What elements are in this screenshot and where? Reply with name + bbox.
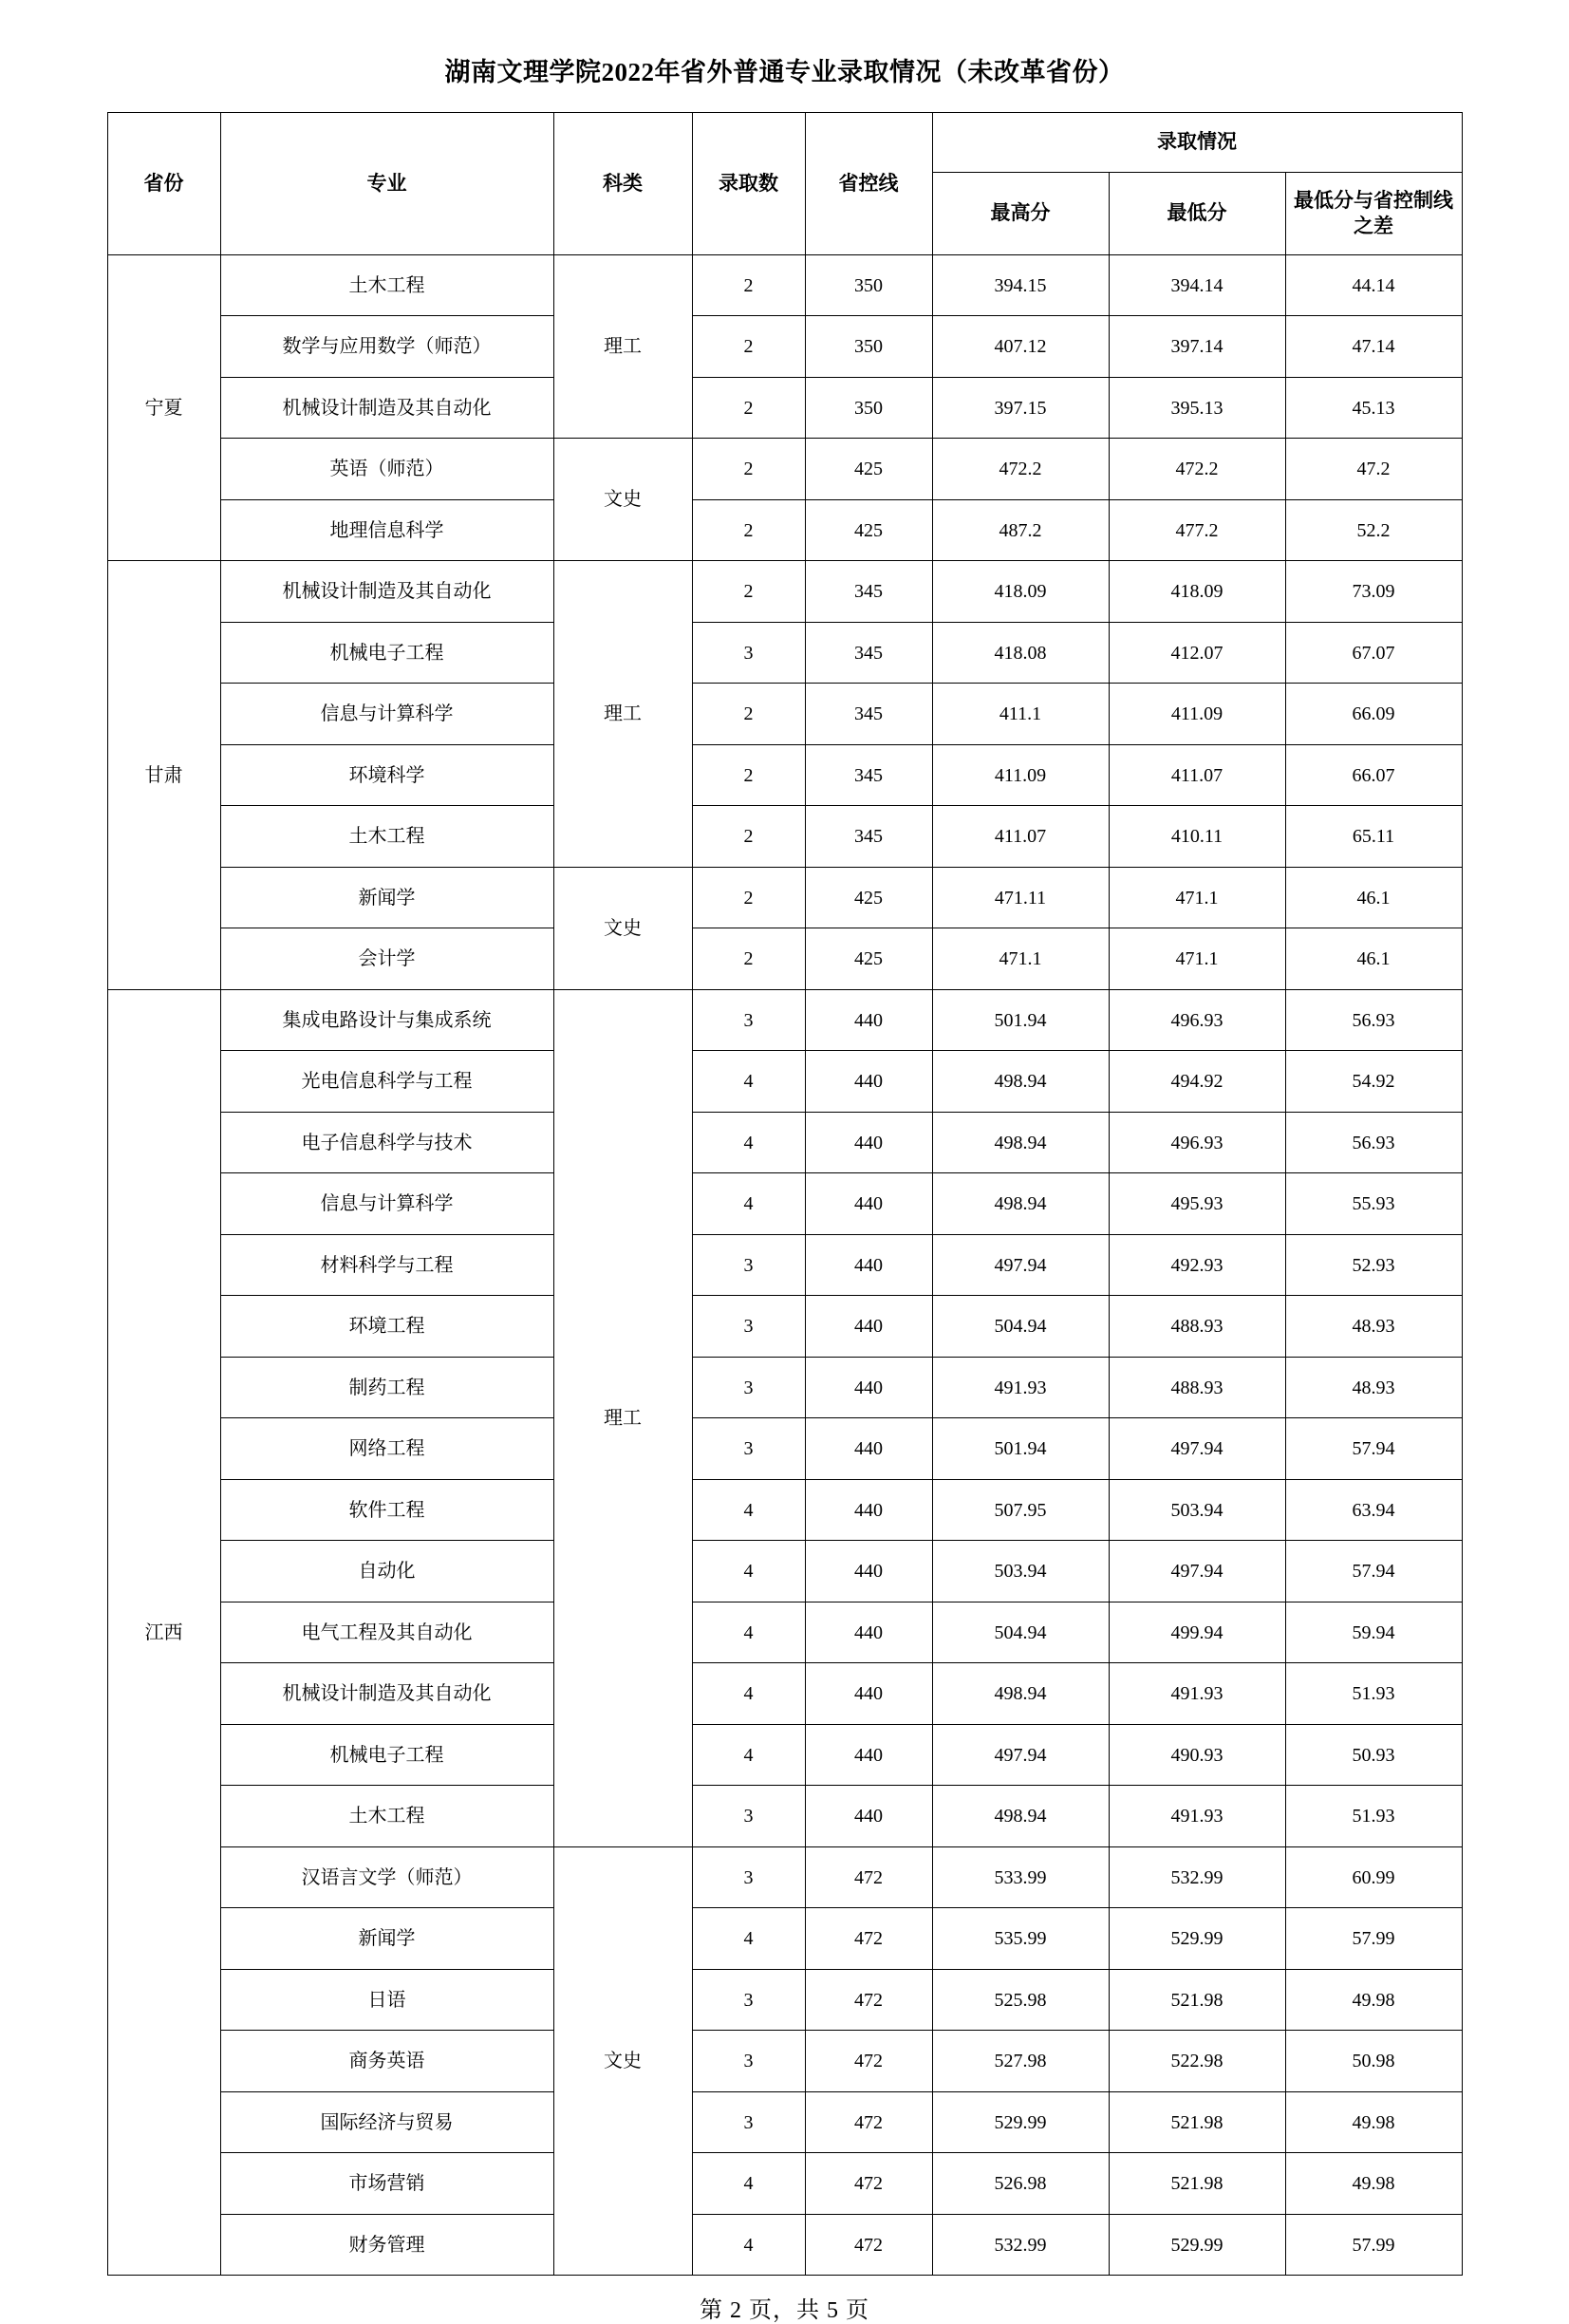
table-row	[107, 2091, 1462, 2153]
cell-min-score: 491.93	[1109, 1663, 1285, 1725]
cell-major: 汉语言文学（师范）	[220, 1846, 553, 1908]
table-row	[107, 1541, 1462, 1602]
table-row	[107, 684, 1462, 745]
cell-major: 材料科学与工程	[220, 1234, 553, 1296]
cell-admitted-count: 4	[692, 1112, 805, 1173]
cell-admitted-count: 3	[692, 2031, 805, 2092]
cell-score-diff: 47.14	[1285, 316, 1462, 378]
cell-min-score: 490.93	[1109, 1724, 1285, 1786]
cell-max-score: 471.11	[932, 867, 1109, 928]
cell-province-control-line: 440	[805, 1663, 932, 1725]
cell-min-score: 412.07	[1109, 622, 1285, 684]
cell-max-score: 529.99	[932, 2091, 1109, 2153]
cell-admitted-count: 2	[692, 867, 805, 928]
cell-max-score: 527.98	[932, 2031, 1109, 2092]
table-row	[107, 989, 1462, 1051]
table-row	[107, 1112, 1462, 1173]
col-header-score-diff: 最低分与省控制线之差	[1285, 172, 1462, 254]
cell-admitted-count: 2	[692, 684, 805, 745]
cell-major: 网络工程	[220, 1418, 553, 1480]
cell-category: 文史	[553, 1846, 692, 2276]
admission-results-table	[107, 112, 1463, 2277]
cell-major: 电气工程及其自动化	[220, 1602, 553, 1663]
cell-min-score: 497.94	[1109, 1418, 1285, 1480]
cell-score-diff: 67.07	[1285, 622, 1462, 684]
cell-admitted-count: 4	[692, 1663, 805, 1725]
cell-score-diff: 50.98	[1285, 2031, 1462, 2092]
cell-score-diff: 56.93	[1285, 1112, 1462, 1173]
cell-major: 会计学	[220, 928, 553, 990]
cell-major: 数学与应用数学（师范）	[220, 316, 553, 378]
cell-min-score: 411.09	[1109, 684, 1285, 745]
cell-admitted-count: 3	[692, 1786, 805, 1847]
table-row	[107, 316, 1462, 378]
cell-major: 新闻学	[220, 1908, 553, 1970]
cell-province-control-line: 440	[805, 1418, 932, 1480]
cell-max-score: 411.09	[932, 744, 1109, 806]
cell-min-score: 394.14	[1109, 254, 1285, 316]
col-header-min-score: 最低分	[1109, 172, 1285, 254]
table-row	[107, 2153, 1462, 2215]
cell-max-score: 503.94	[932, 1541, 1109, 1602]
cell-score-diff: 63.94	[1285, 1479, 1462, 1541]
cell-admitted-count: 3	[692, 2091, 805, 2153]
cell-max-score: 498.94	[932, 1112, 1109, 1173]
cell-max-score: 498.94	[932, 1173, 1109, 1235]
cell-score-diff: 44.14	[1285, 254, 1462, 316]
table-row	[107, 1357, 1462, 1418]
cell-max-score: 472.2	[932, 439, 1109, 500]
cell-max-score: 487.2	[932, 499, 1109, 561]
cell-admitted-count: 2	[692, 928, 805, 990]
cell-min-score: 529.99	[1109, 2214, 1285, 2276]
cell-score-diff: 60.99	[1285, 1846, 1462, 1908]
cell-province-control-line: 425	[805, 928, 932, 990]
cell-admitted-count: 4	[692, 1051, 805, 1113]
cell-province-control-line: 345	[805, 622, 932, 684]
cell-major: 信息与计算科学	[220, 684, 553, 745]
cell-max-score: 532.99	[932, 2214, 1109, 2276]
cell-max-score: 498.94	[932, 1051, 1109, 1113]
table-row	[107, 1479, 1462, 1541]
table-row	[107, 622, 1462, 684]
cell-score-diff: 46.1	[1285, 867, 1462, 928]
table-row	[107, 1296, 1462, 1358]
cell-major: 机械设计制造及其自动化	[220, 1663, 553, 1725]
cell-admitted-count: 4	[692, 2214, 805, 2276]
cell-score-diff: 56.93	[1285, 989, 1462, 1051]
cell-major: 光电信息科学与工程	[220, 1051, 553, 1113]
table-row	[107, 2214, 1462, 2276]
col-header-category: 科类	[553, 112, 692, 254]
table-header	[107, 112, 1462, 254]
cell-province-control-line: 350	[805, 254, 932, 316]
col-header-admission-group: 录取情况	[932, 112, 1462, 172]
table-row	[107, 928, 1462, 990]
cell-score-diff: 66.09	[1285, 684, 1462, 745]
cell-score-diff: 73.09	[1285, 561, 1462, 623]
cell-province-control-line: 440	[805, 1479, 932, 1541]
cell-max-score: 501.94	[932, 989, 1109, 1051]
cell-admitted-count: 2	[692, 377, 805, 439]
table-row	[107, 1724, 1462, 1786]
table-row	[107, 1663, 1462, 1725]
cell-max-score: 504.94	[932, 1296, 1109, 1358]
cell-min-score: 411.07	[1109, 744, 1285, 806]
cell-score-diff: 57.99	[1285, 2214, 1462, 2276]
cell-min-score: 477.2	[1109, 499, 1285, 561]
cell-min-score: 397.14	[1109, 316, 1285, 378]
cell-score-diff: 48.93	[1285, 1296, 1462, 1358]
cell-min-score: 395.13	[1109, 377, 1285, 439]
cell-admitted-count: 3	[692, 989, 805, 1051]
cell-admitted-count: 3	[692, 1357, 805, 1418]
cell-major: 机械电子工程	[220, 622, 553, 684]
cell-province-control-line: 345	[805, 561, 932, 623]
cell-score-diff: 49.98	[1285, 2091, 1462, 2153]
table-row	[107, 377, 1462, 439]
cell-province-control-line: 472	[805, 1846, 932, 1908]
col-header-major: 专业	[220, 112, 553, 254]
table-row	[107, 1846, 1462, 1908]
cell-province-control-line: 425	[805, 867, 932, 928]
cell-score-diff: 49.98	[1285, 2153, 1462, 2215]
cell-major: 环境工程	[220, 1296, 553, 1358]
cell-admitted-count: 2	[692, 561, 805, 623]
table-row	[107, 1051, 1462, 1113]
cell-admitted-count: 4	[692, 1908, 805, 1970]
cell-category: 文史	[553, 867, 692, 989]
cell-admitted-count: 4	[692, 1479, 805, 1541]
cell-major: 土木工程	[220, 806, 553, 868]
cell-max-score: 526.98	[932, 2153, 1109, 2215]
table-row	[107, 1602, 1462, 1663]
cell-score-diff: 65.11	[1285, 806, 1462, 868]
table-row	[107, 744, 1462, 806]
cell-admitted-count: 3	[692, 1296, 805, 1358]
cell-category: 理工	[553, 254, 692, 439]
cell-category: 理工	[553, 989, 692, 1846]
cell-score-diff: 55.93	[1285, 1173, 1462, 1235]
cell-min-score: 495.93	[1109, 1173, 1285, 1235]
page-footer: 第 2 页，共 5 页	[700, 2298, 869, 2324]
cell-score-diff: 50.93	[1285, 1724, 1462, 1786]
cell-major: 市场营销	[220, 2153, 553, 2215]
cell-admitted-count: 3	[692, 1234, 805, 1296]
cell-max-score: 497.94	[932, 1724, 1109, 1786]
cell-max-score: 397.15	[932, 377, 1109, 439]
cell-min-score: 472.2	[1109, 439, 1285, 500]
cell-admitted-count: 3	[692, 1969, 805, 2031]
cell-major: 机械设计制造及其自动化	[220, 377, 553, 439]
cell-major: 机械设计制造及其自动化	[220, 561, 553, 623]
table-row	[107, 499, 1462, 561]
cell-max-score: 533.99	[932, 1846, 1109, 1908]
cell-min-score: 494.92	[1109, 1051, 1285, 1113]
cell-province-control-line: 345	[805, 744, 932, 806]
cell-major: 日语	[220, 1969, 553, 2031]
cell-max-score: 498.94	[932, 1663, 1109, 1725]
cell-score-diff: 57.94	[1285, 1418, 1462, 1480]
cell-min-score: 491.93	[1109, 1786, 1285, 1847]
cell-admitted-count: 3	[692, 622, 805, 684]
cell-max-score: 498.94	[932, 1786, 1109, 1847]
cell-score-diff: 47.2	[1285, 439, 1462, 500]
table-row	[107, 1418, 1462, 1480]
cell-major: 自动化	[220, 1541, 553, 1602]
cell-max-score: 501.94	[932, 1418, 1109, 1480]
cell-score-diff: 52.93	[1285, 1234, 1462, 1296]
cell-province-control-line: 440	[805, 1173, 932, 1235]
cell-score-diff: 51.93	[1285, 1786, 1462, 1847]
page-title: 湖南文理学院2022年省外普通专业录取情况（未改革省份）	[444, 58, 1125, 86]
cell-max-score: 504.94	[932, 1602, 1109, 1663]
table-row	[107, 254, 1462, 316]
cell-major: 财务管理	[220, 2214, 553, 2276]
cell-min-score: 521.98	[1109, 2091, 1285, 2153]
cell-min-score: 488.93	[1109, 1296, 1285, 1358]
cell-province-control-line: 440	[805, 1357, 932, 1418]
cell-admitted-count: 2	[692, 499, 805, 561]
cell-max-score: 418.08	[932, 622, 1109, 684]
table-row	[107, 439, 1462, 500]
table-row	[107, 1969, 1462, 2031]
cell-province-control-line: 350	[805, 316, 932, 378]
cell-major: 地理信息科学	[220, 499, 553, 561]
cell-max-score: 411.07	[932, 806, 1109, 868]
table-row	[107, 2031, 1462, 2092]
cell-score-diff: 46.1	[1285, 928, 1462, 990]
cell-major: 商务英语	[220, 2031, 553, 2092]
cell-min-score: 521.98	[1109, 1969, 1285, 2031]
cell-province-control-line: 472	[805, 2091, 932, 2153]
col-header-province-control-line: 省控线	[805, 112, 932, 254]
cell-score-diff: 57.94	[1285, 1541, 1462, 1602]
table-row	[107, 1908, 1462, 1970]
cell-province-control-line: 440	[805, 1234, 932, 1296]
cell-admitted-count: 3	[692, 1418, 805, 1480]
cell-score-diff: 49.98	[1285, 1969, 1462, 2031]
cell-max-score: 394.15	[932, 254, 1109, 316]
cell-major: 土木工程	[220, 1786, 553, 1847]
cell-score-diff: 48.93	[1285, 1357, 1462, 1418]
table-header-row-top	[107, 112, 1462, 172]
cell-major: 机械电子工程	[220, 1724, 553, 1786]
cell-min-score: 522.98	[1109, 2031, 1285, 2092]
cell-min-score: 496.93	[1109, 989, 1285, 1051]
cell-major: 新闻学	[220, 867, 553, 928]
cell-max-score: 411.1	[932, 684, 1109, 745]
cell-province-control-line: 440	[805, 1112, 932, 1173]
table-body	[107, 254, 1462, 2276]
cell-province-control-line: 425	[805, 439, 932, 500]
col-header-max-score: 最高分	[932, 172, 1109, 254]
cell-admitted-count: 2	[692, 316, 805, 378]
cell-min-score: 499.94	[1109, 1602, 1285, 1663]
cell-max-score: 535.99	[932, 1908, 1109, 1970]
cell-province-control-line: 440	[805, 1051, 932, 1113]
cell-min-score: 471.1	[1109, 867, 1285, 928]
cell-major: 软件工程	[220, 1479, 553, 1541]
cell-province-control-line: 472	[805, 2031, 932, 2092]
cell-admitted-count: 3	[692, 1846, 805, 1908]
cell-score-diff: 57.99	[1285, 1908, 1462, 1970]
cell-min-score: 503.94	[1109, 1479, 1285, 1541]
cell-max-score: 418.09	[932, 561, 1109, 623]
cell-min-score: 521.98	[1109, 2153, 1285, 2215]
cell-min-score: 497.94	[1109, 1541, 1285, 1602]
cell-admitted-count: 4	[692, 1724, 805, 1786]
cell-category: 文史	[553, 439, 692, 561]
cell-major: 电子信息科学与技术	[220, 1112, 553, 1173]
cell-min-score: 471.1	[1109, 928, 1285, 990]
cell-province-control-line: 440	[805, 1786, 932, 1847]
cell-province-control-line: 440	[805, 1602, 932, 1663]
cell-province: 甘肃	[107, 561, 220, 990]
cell-province: 宁夏	[107, 254, 220, 561]
cell-province-control-line: 472	[805, 1908, 932, 1970]
cell-max-score: 491.93	[932, 1357, 1109, 1418]
table-row	[107, 867, 1462, 928]
cell-province-control-line: 472	[805, 2153, 932, 2215]
cell-min-score: 488.93	[1109, 1357, 1285, 1418]
cell-province-control-line: 350	[805, 377, 932, 439]
cell-province-control-line: 345	[805, 684, 932, 745]
cell-category: 理工	[553, 561, 692, 868]
cell-min-score: 529.99	[1109, 1908, 1285, 1970]
cell-admitted-count: 4	[692, 2153, 805, 2215]
table-row	[107, 1786, 1462, 1847]
cell-score-diff: 54.92	[1285, 1051, 1462, 1113]
cell-score-diff: 66.07	[1285, 744, 1462, 806]
cell-major: 信息与计算科学	[220, 1173, 553, 1235]
cell-province-control-line: 440	[805, 1296, 932, 1358]
cell-admitted-count: 2	[692, 439, 805, 500]
cell-max-score: 497.94	[932, 1234, 1109, 1296]
cell-major: 土木工程	[220, 254, 553, 316]
cell-min-score: 418.09	[1109, 561, 1285, 623]
cell-major: 集成电路设计与集成系统	[220, 989, 553, 1051]
cell-min-score: 532.99	[1109, 1846, 1285, 1908]
table-row	[107, 1234, 1462, 1296]
cell-admitted-count: 4	[692, 1602, 805, 1663]
table-row	[107, 1173, 1462, 1235]
cell-province: 江西	[107, 989, 220, 2276]
cell-province-control-line: 440	[805, 989, 932, 1051]
col-header-province: 省份	[107, 112, 220, 254]
cell-max-score: 507.95	[932, 1479, 1109, 1541]
cell-min-score: 496.93	[1109, 1112, 1285, 1173]
cell-score-diff: 45.13	[1285, 377, 1462, 439]
col-header-admitted-count: 录取数	[692, 112, 805, 254]
cell-max-score: 407.12	[932, 316, 1109, 378]
cell-province-control-line: 425	[805, 499, 932, 561]
cell-province-control-line: 440	[805, 1724, 932, 1786]
table-row	[107, 806, 1462, 868]
cell-major: 英语（师范）	[220, 439, 553, 500]
cell-admitted-count: 2	[692, 744, 805, 806]
cell-max-score: 471.1	[932, 928, 1109, 990]
cell-min-score: 410.11	[1109, 806, 1285, 868]
cell-admitted-count: 2	[692, 254, 805, 316]
table-row	[107, 561, 1462, 623]
cell-province-control-line: 440	[805, 1541, 932, 1602]
cell-admitted-count: 4	[692, 1541, 805, 1602]
cell-min-score: 492.93	[1109, 1234, 1285, 1296]
cell-major: 国际经济与贸易	[220, 2091, 553, 2153]
cell-province-control-line: 345	[805, 806, 932, 868]
cell-admitted-count: 4	[692, 1173, 805, 1235]
cell-score-diff: 59.94	[1285, 1602, 1462, 1663]
cell-score-diff: 52.2	[1285, 499, 1462, 561]
cell-score-diff: 51.93	[1285, 1663, 1462, 1725]
cell-admitted-count: 2	[692, 806, 805, 868]
cell-major: 制药工程	[220, 1357, 553, 1418]
cell-major: 环境科学	[220, 744, 553, 806]
cell-max-score: 525.98	[932, 1969, 1109, 2031]
cell-province-control-line: 472	[805, 1969, 932, 2031]
cell-province-control-line: 472	[805, 2214, 932, 2276]
